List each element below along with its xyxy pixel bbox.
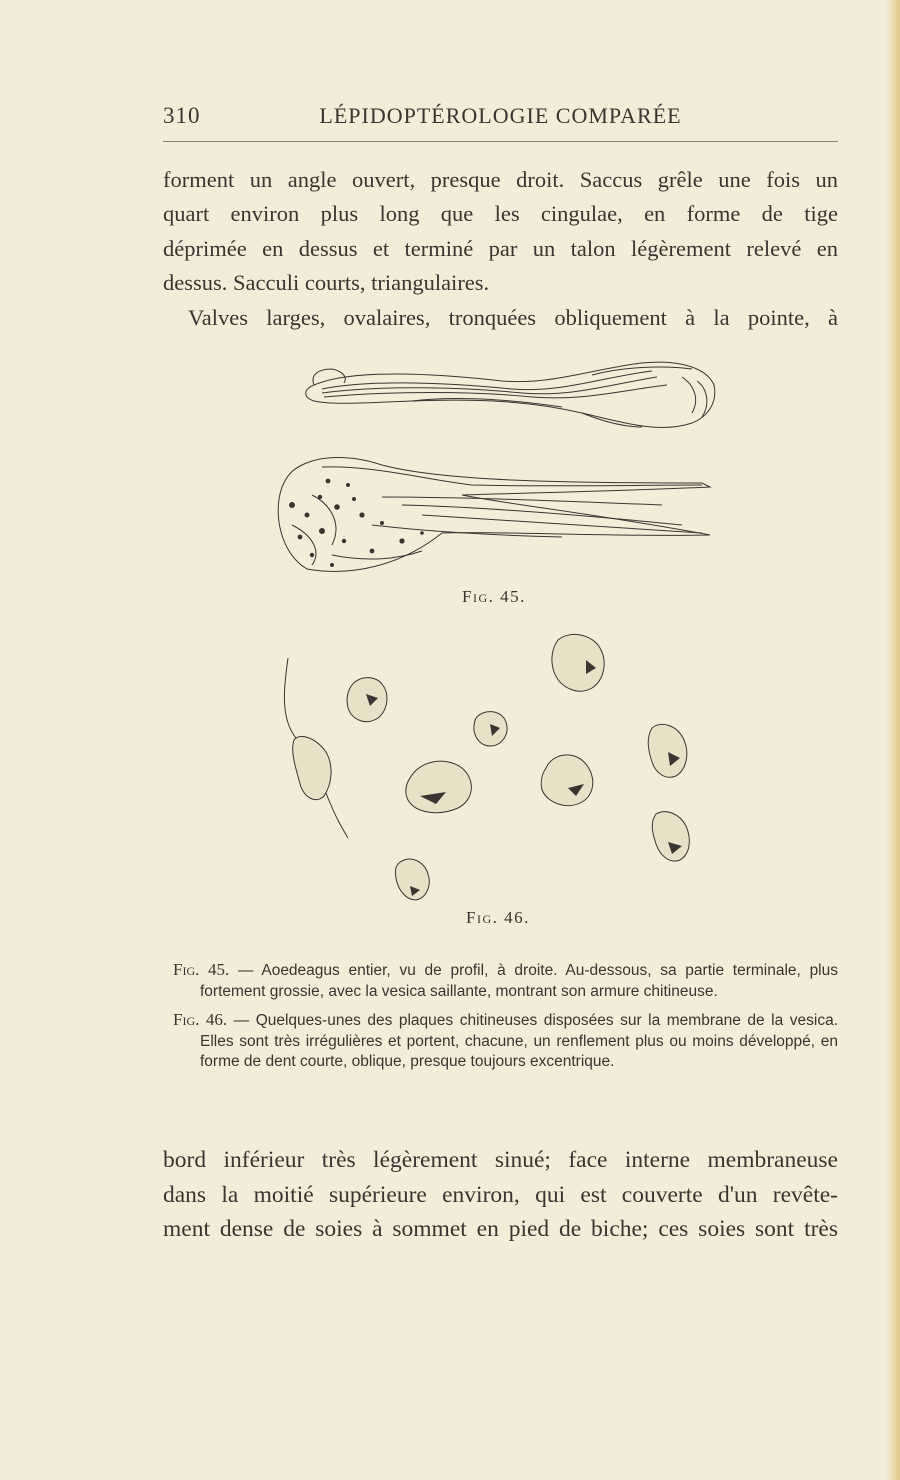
- aedeagus-illustration: [262, 355, 722, 587]
- running-head: [163, 103, 838, 133]
- caption-text: — Aoedeagus entier, vu de profil, à droite. Au-dessous, sa partie terminale, plus fortement grossie, avec la vesica saillante, montrant son armure chitineuse.: [200, 962, 838, 1000]
- chitinous-plates-illustration: [270, 628, 730, 908]
- page-edge: [886, 0, 900, 1480]
- figure-46: [270, 628, 730, 908]
- text-line: ment dense de soies à sommet en pied de biche; ces soies sont très: [163, 1216, 838, 1242]
- caption-fig-45: [173, 960, 838, 1002]
- text-line: Valves larges, ovalaires, tronquées obliquement à la pointe, à: [188, 304, 838, 330]
- bottom-paragraph: [163, 1143, 838, 1247]
- header-rule: [163, 141, 838, 142]
- text-line: déprimée en dessus et terminé par un talon légèrement relevé en: [163, 235, 838, 261]
- figure-45: [262, 355, 722, 587]
- text-line: dans la moitié supérieure environ, qui est couverte d'un revête-: [163, 1181, 838, 1208]
- figure-46-label: Fig. 46.: [466, 908, 530, 927]
- page-number: 310: [163, 103, 201, 128]
- text-line: bord inférieur très légèrement sinué; face interne membraneuse: [163, 1147, 838, 1173]
- caption-fig-46: [173, 1010, 838, 1073]
- caption-figure-ref: Fig. 46.: [173, 1010, 228, 1029]
- caption-figure-ref: Fig. 45.: [173, 960, 230, 979]
- running-title: LÉPIDOPTÉROLOGIE COMPARÉE: [319, 103, 682, 128]
- caption-text: — Quelques-unes des plaques chitineuses disposées sur la membrane de la vesica. Elles sont très irrégulières et portent, chacune, un renflement plus ou moins développé, en forme de dent courte, oblique, presque toujours excentrique.: [200, 1012, 839, 1070]
- top-paragraph: [163, 163, 838, 335]
- text-line: forment un angle ouvert, presque droit. Saccus grêle une fois un: [163, 167, 838, 192]
- figure-captions: [173, 960, 838, 1081]
- text-line: quart environ plus long que les cingulae, en forme de tige: [163, 201, 838, 227]
- figure-45-label: Fig. 45.: [462, 587, 526, 606]
- text-line: dessus. Sacculi courts, triangulaires.: [163, 270, 490, 296]
